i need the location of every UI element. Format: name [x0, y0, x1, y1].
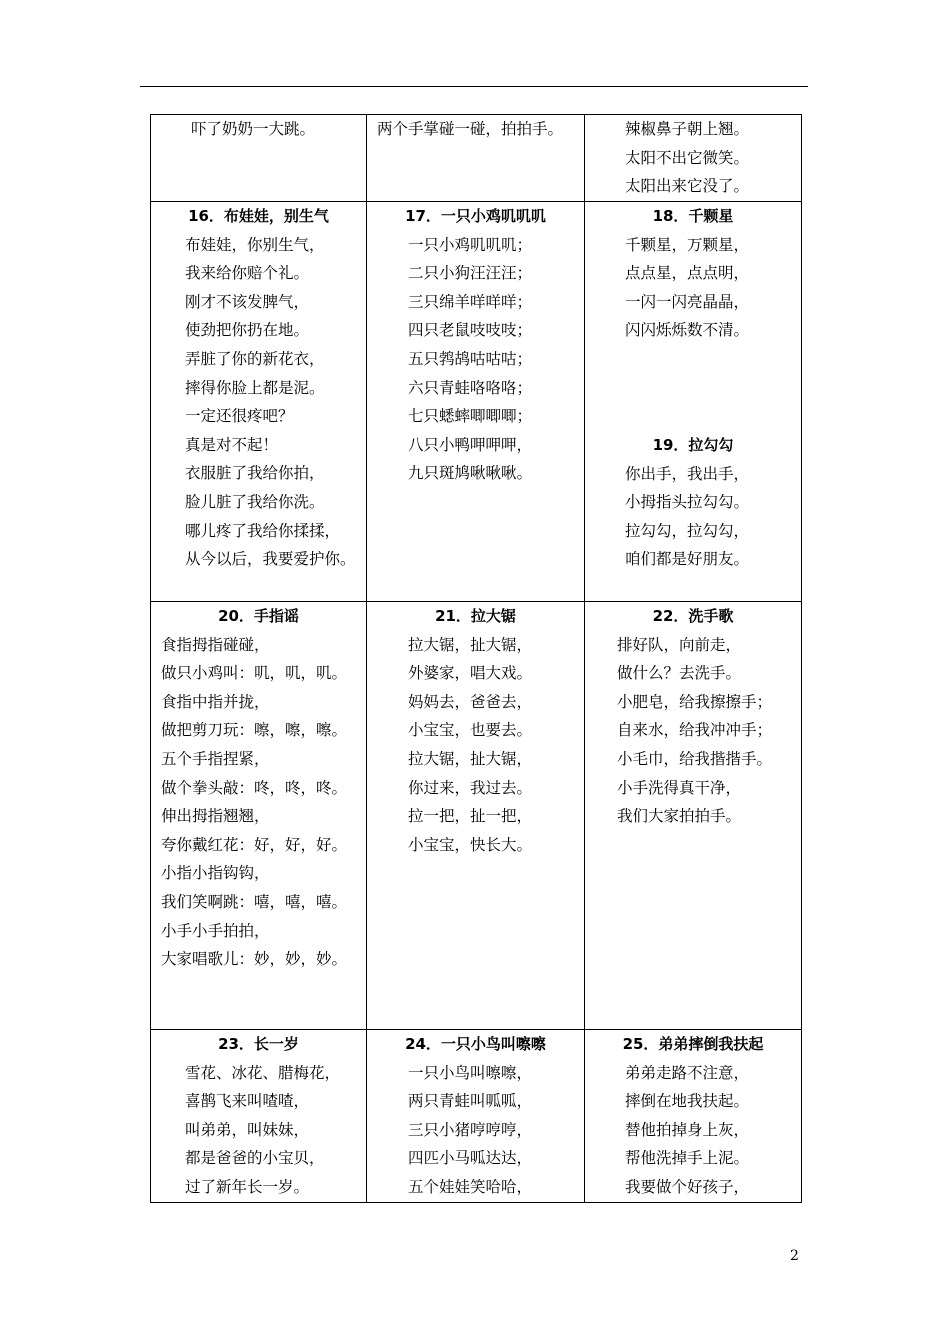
poem-line: 排好队，向前走，: [617, 635, 742, 654]
poem-line: 小指小指钩钩，: [161, 864, 270, 883]
poem-line: 帮他洗掉手上泥。: [625, 1149, 750, 1168]
poem-line: 太阳不出它微笑。: [625, 148, 750, 167]
poems-table: [150, 114, 802, 1203]
poem-title: 21．拉大锯: [435, 607, 516, 625]
poem-line: 我们大家拍拍手。: [617, 807, 742, 826]
table-cell: [151, 115, 367, 202]
poem-line: 自来水，给我冲冲手；: [617, 721, 773, 740]
poem-line: 拉大锯，扯大锯，: [408, 749, 533, 768]
poem-title: 16．布娃娃，别生气: [188, 207, 329, 225]
table-cell: [151, 602, 367, 1030]
table-cell: [367, 1030, 585, 1203]
poem-line: 吓了奶奶一大跳。: [191, 120, 316, 138]
table-cell: [585, 1030, 802, 1203]
poem-line: 真是对不起！: [185, 435, 279, 454]
poem-line: 六只青蛙咯咯咯；: [408, 378, 533, 397]
poem-line: 都是爸爸的小宝贝，: [185, 1149, 325, 1168]
poem-line: 一只小鸡叽叽叽；: [408, 235, 533, 254]
poem-line: 使劲把你扔在地。: [185, 321, 310, 340]
poem-line: 辣椒鼻子朝上翘。: [625, 120, 750, 138]
poem-line: 小宝宝，也要去。: [408, 721, 533, 740]
poem-line: 布娃娃，你别生气，: [185, 235, 325, 254]
poem-line: 小手洗得真干净，: [617, 778, 742, 797]
poem-line: 小宝宝，快长大。: [408, 835, 533, 854]
poem-line: 拉大锯，扯大锯，: [408, 635, 533, 654]
poem-line: 食指中指并拢，: [161, 692, 270, 711]
spacer: [625, 345, 801, 431]
poem-line: 拉勾勾，拉勾勾，: [625, 521, 750, 540]
table-cell: [367, 602, 585, 1030]
table-cell: [367, 202, 585, 602]
poem-line: 你出手，我出手，: [625, 464, 750, 483]
poem-line: 伸出拇指翘翘，: [161, 807, 270, 826]
poem-line: 我们笑啊跳：嘻，嘻，嘻。: [161, 892, 348, 911]
table-row: [151, 115, 802, 202]
poem-line: 小拇指头拉勾勾。: [625, 493, 750, 512]
poem-line: 我要做个好孩子，: [625, 1177, 750, 1196]
poem-line: 外婆家，唱大戏。: [408, 664, 533, 683]
poem-line: 三只小猪哼哼哼，: [408, 1120, 533, 1139]
poem-line: 两只青蛙叫呱呱，: [408, 1092, 533, 1111]
poem-line: 八只小鸭呷呷呷，: [408, 435, 533, 454]
poem-line: 哪儿疼了我给你揉揉，: [185, 521, 341, 540]
table-cell: [151, 1030, 367, 1203]
poem-title: 25．弟弟摔倒我扶起: [622, 1035, 764, 1053]
poem-line: 一定还很疼吧？: [185, 407, 294, 426]
poem-line: 做把剪刀玩：嚓，嚓，嚓。: [161, 721, 348, 740]
poem-title: 20．手指谣: [218, 607, 299, 625]
poem-title: 17．一只小鸡叽叽叽: [405, 207, 546, 225]
poem-line: 喜鹊飞来叫喳喳，: [185, 1092, 310, 1111]
poem-line: 做什么？去洗手。: [617, 664, 742, 683]
poem-line: 三只绵羊咩咩咩；: [408, 292, 533, 311]
poem-line: 过了新年长一岁。: [185, 1177, 310, 1196]
table-cell: [151, 202, 367, 602]
poem-line: 弄脏了你的新花衣，: [185, 349, 325, 368]
page-number: 2: [790, 1248, 799, 1264]
poem-line: 弟弟走路不注意，: [625, 1063, 750, 1082]
table-cell: [367, 115, 585, 202]
header-rule: [140, 86, 808, 87]
poem-line: 咱们都是好朋友。: [625, 550, 750, 569]
poem-line: 千颗星，万颗星，: [625, 235, 750, 254]
poem-line: 拉一把，扯一把，: [408, 807, 533, 826]
poem-line: 食指拇指碰碰，: [161, 635, 270, 654]
poem-line: 衣服脏了我给你拍，: [185, 464, 325, 483]
poem-line: 小手小手拍拍，: [161, 921, 270, 940]
table-row: [151, 602, 802, 1030]
poem-line: 摔得你脸上都是泥。: [185, 378, 325, 397]
poem-line: 脸儿脏了我给你洗。: [185, 492, 325, 511]
poem-line: 七只蟋蟀唧唧唧；: [408, 407, 533, 426]
poem-line: 大家唱歌儿：妙，妙，妙。: [161, 950, 348, 969]
poem-line: 小毛巾，给我揩揩手。: [617, 749, 773, 768]
poem-line: 做个拳头敲：咚，咚，咚。: [161, 778, 348, 797]
poem-title: 18．千颗星: [652, 207, 734, 225]
poem-line: 点点星，点点明，: [625, 264, 750, 283]
poem-line: 九只斑鸠啾啾啾。: [408, 464, 533, 483]
poem-line: 两个手掌碰一碰，拍拍手。: [377, 120, 564, 138]
poem-line: 四只老鼠吱吱吱；: [408, 321, 533, 340]
table-row: [151, 202, 802, 602]
table-cell: [585, 202, 802, 602]
poem-line: 小肥皂，给我擦擦手；: [617, 692, 773, 711]
poem-line: 雪花、冰花、腊梅花，: [185, 1063, 341, 1082]
table-cell: [585, 115, 802, 202]
poem-line: 做只小鸡叫：叽，叽，叽。: [161, 664, 348, 683]
poem-line: 太阳出来它没了。: [625, 177, 750, 196]
table-row: [151, 1030, 802, 1203]
poem-line: 摔倒在地我扶起。: [625, 1092, 750, 1111]
poem-line: 闪闪烁烁数不清。: [625, 321, 750, 340]
poem-title: 19．拉勾勾: [652, 435, 734, 454]
poem-line: 一闪一闪亮晶晶，: [625, 292, 750, 311]
table-cell: [585, 602, 802, 1030]
poem-line: 二只小狗汪汪汪；: [408, 264, 533, 283]
poem-line: 一只小鸟叫嚓嚓，: [408, 1063, 533, 1082]
poem-line: 五只鹁鸪咕咕咕；: [408, 349, 533, 368]
poem-line: 替他拍掉身上灰，: [625, 1120, 750, 1139]
poem-line: 叫弟弟，叫妹妹，: [185, 1120, 310, 1139]
poem-title: 23．长一岁: [218, 1035, 299, 1053]
poem-line: 你过来，我过去。: [408, 778, 533, 797]
poem-line: 五个手指捏紧，: [161, 749, 270, 768]
poem-line: 五个娃娃笑哈哈，: [408, 1177, 533, 1196]
poem-line: 妈妈去，爸爸去，: [408, 692, 533, 711]
poem-line: 夸你戴红花：好，好，好。: [161, 835, 348, 854]
poem-line: 我来给你赔个礼。: [185, 264, 310, 283]
poem-line: 刚才不该发脾气，: [185, 292, 310, 311]
poem-title: 22．洗手歌: [652, 607, 734, 625]
poem-title: 24．一只小鸟叫嚓嚓: [405, 1035, 546, 1053]
poem-line: 四匹小马呱达达，: [408, 1149, 533, 1168]
poem-line: 从今以后，我要爱护你。: [185, 550, 356, 569]
